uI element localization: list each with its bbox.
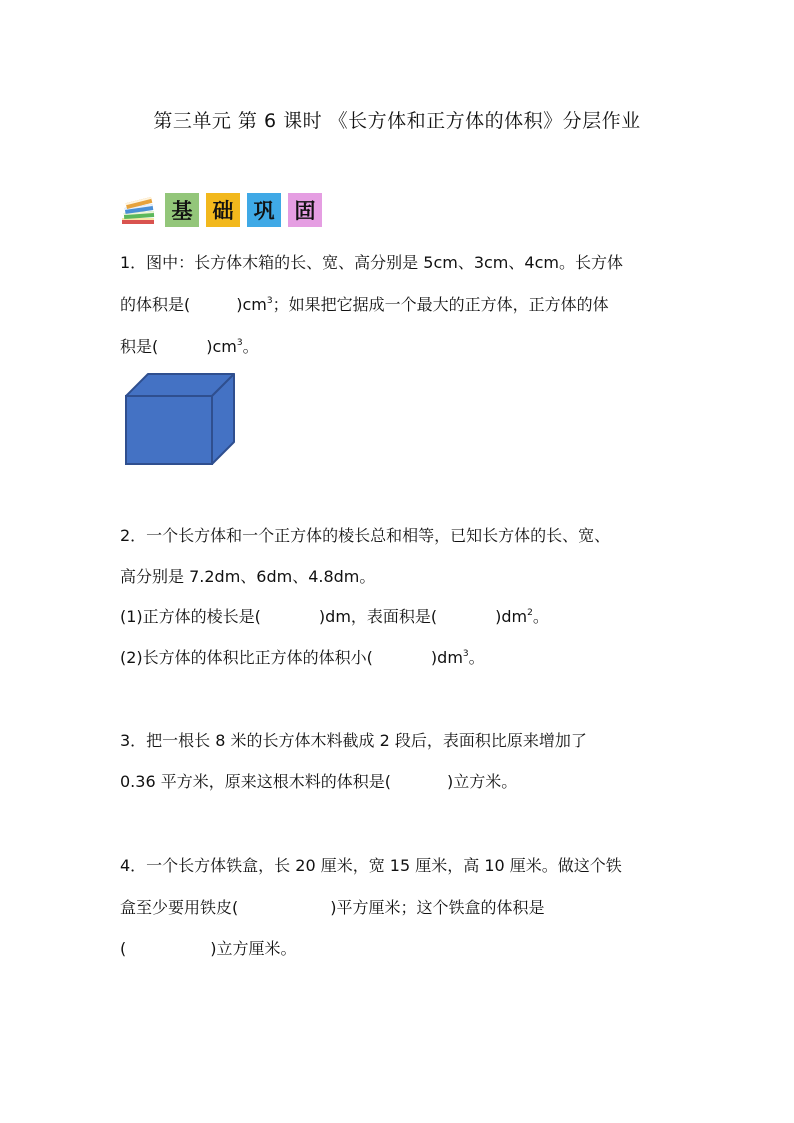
q1-line1: 1．图中：长方体木箱的长、宽、高分别是 5cm、3cm、4cm。长方体 (120, 253, 623, 272)
q1-line2-text-b: )cm (236, 295, 267, 314)
q4-line2-text-b: )平方厘米；这个铁盒的体积是 (330, 898, 545, 917)
q4-line3 (120, 939, 297, 959)
q2-sub2-text-b: )dm (430, 648, 463, 667)
q3-line2 (120, 772, 517, 792)
q2-sub1-text-b: )dm，表面积是( (318, 607, 438, 626)
q4-line2-text-a: 盒至少要用铁皮( (120, 898, 239, 917)
q4-line3-text-b: )立方厘米。 (210, 939, 297, 958)
cuboid-front-face (126, 396, 212, 464)
q2-sub2-sup: 3 (462, 649, 469, 659)
q4-line1: 4．一个长方体铁盒，长 20 厘米，宽 15 厘米，高 10 厘米。做这个铁 (120, 856, 622, 875)
q1-line2-sup: 3 (266, 296, 273, 306)
page-title: 第三单元 第 6 课时 《长方体和正方体的体积》分层作业 (153, 110, 641, 132)
q2-sub2-text-c: 。 (468, 648, 485, 667)
cuboid-figure (122, 372, 238, 466)
q2-sub2-text-a: (2)长方体的体积比正方体的体积小( (120, 648, 373, 667)
tile-ji: 基 (165, 193, 199, 227)
q4-line3-text-a: ( (120, 939, 127, 958)
tile-gu: 固 (288, 193, 322, 227)
q2-line2: 高分别是 7.2dm、6dm、4.8dm。 (120, 567, 376, 586)
q2-sub1 (120, 607, 549, 627)
q1-line3 (120, 337, 259, 357)
q1-line2 (120, 295, 609, 315)
q1-line3-text-b: )cm (206, 337, 237, 356)
q1-line3-text-a: 积是( (120, 337, 159, 356)
tile-chu: 础 (206, 193, 240, 227)
q1-line3-text-c: 。 (242, 337, 259, 356)
q2-sub1-sup: 2 (527, 608, 533, 618)
q3-line2-text-a: 0.36 平方米，原来这根木料的体积是( (120, 772, 391, 791)
q2-sub1-text-a: (1)正方体的棱长是( (120, 607, 261, 626)
q4-line2 (120, 898, 545, 918)
q2-sub1-text-d: 。 (532, 607, 549, 626)
q2-sub2 (120, 648, 485, 668)
q1-line2-text-c: ；如果把它据成一个最大的正方体，正方体的体 (272, 295, 609, 314)
section-header-basic-consolidation (120, 190, 322, 230)
q2-line1: 2．一个长方体和一个正方体的棱长总和相等，已知长方体的长、宽、 (120, 526, 611, 545)
q1-line3-sup: 3 (236, 338, 243, 348)
books-icon (120, 193, 158, 227)
q3-line2-text-b: )立方米。 (446, 772, 518, 791)
q1-line2-text-a: 的体积是( (120, 295, 191, 314)
q3-line1: 3．把一根长 8 米的长方体木料截成 2 段后，表面积比原来增加了 (120, 731, 587, 750)
tile-gong: 巩 (247, 193, 281, 227)
q2-sub1-text-c: )dm (495, 607, 528, 626)
